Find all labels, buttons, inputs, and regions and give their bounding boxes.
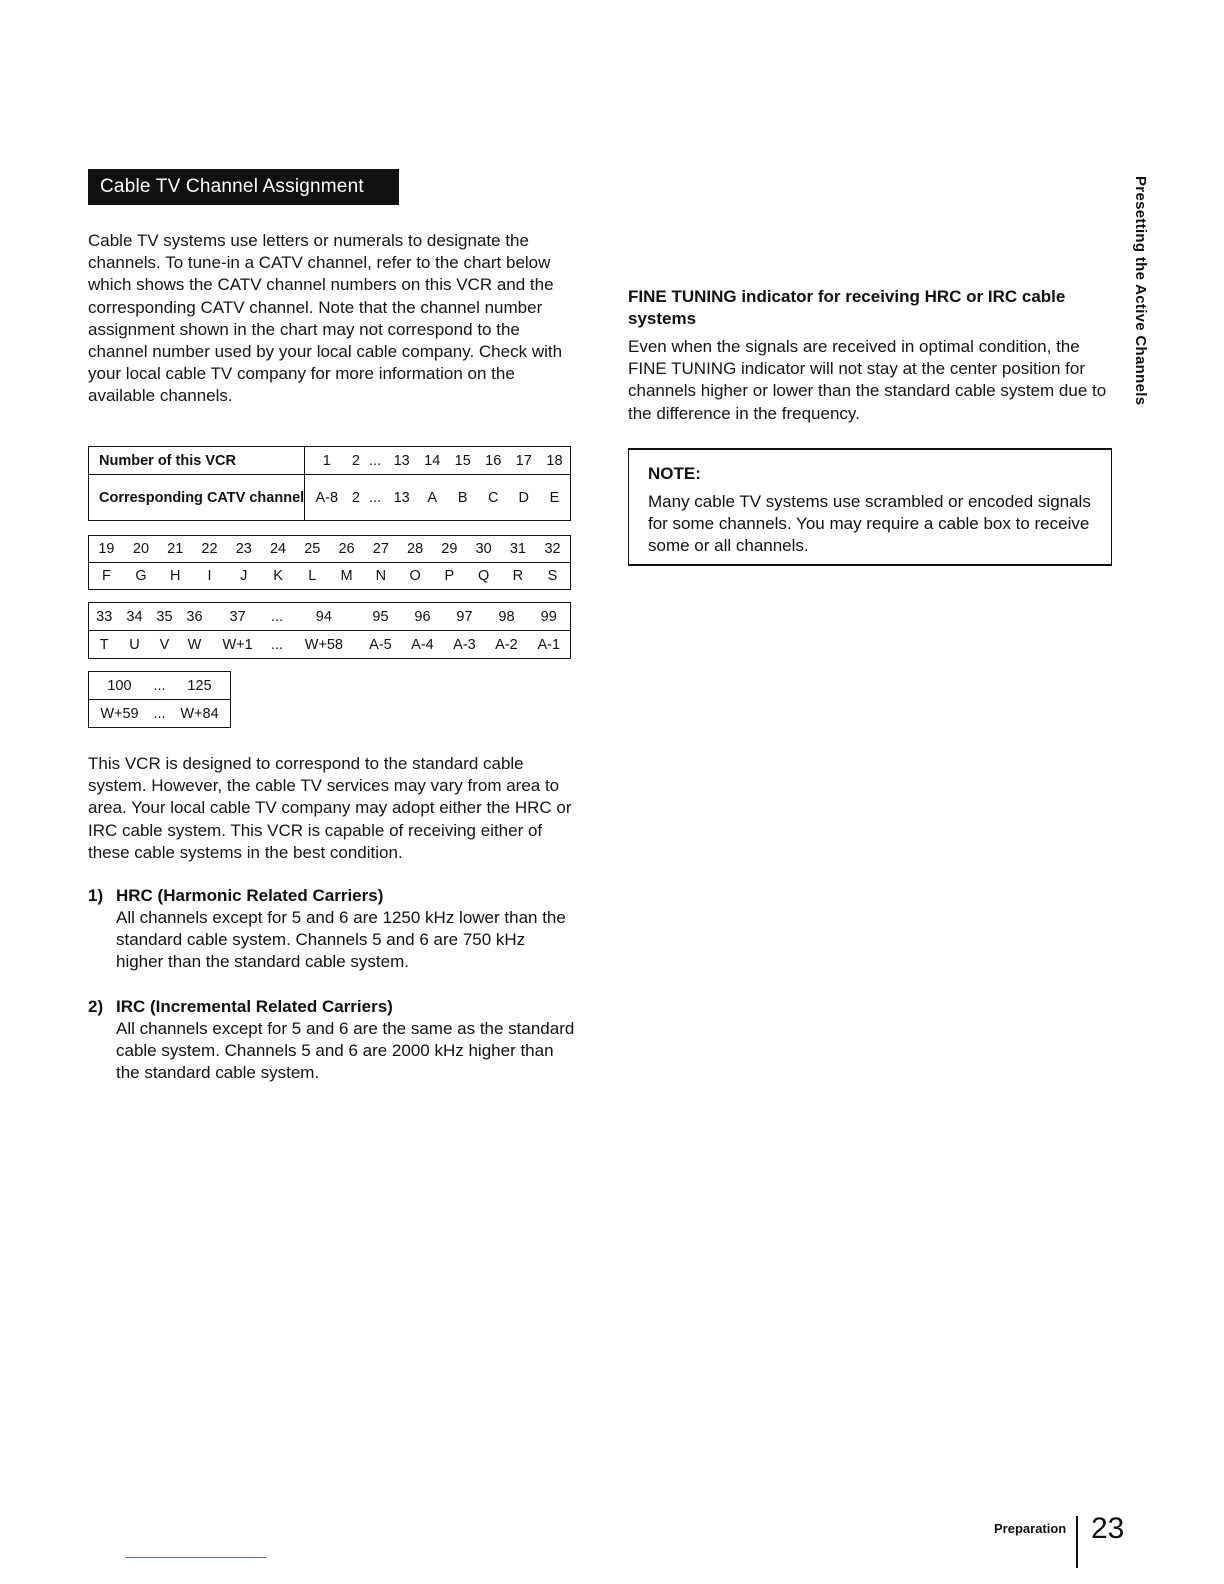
catv-cell: U: [129, 636, 140, 653]
vcr-cell: 26: [329, 536, 363, 563]
catv-cell: F: [101, 568, 111, 584]
vcr-cell: 33: [89, 603, 120, 631]
vcr-cell: 14: [417, 447, 448, 475]
row-header-catv: Corresponding CATV channel: [89, 475, 305, 521]
catv-cell: V: [159, 636, 170, 653]
catv-cell: P: [444, 568, 455, 584]
note-body: Many cable TV systems use scrambled or encoded signals for some channels. You may require a cable box to receive some or all channels.: [648, 492, 1091, 556]
vcr-cell: 27: [364, 536, 398, 563]
catv-channel-row: [89, 700, 231, 728]
vcr-cell: 1: [305, 447, 349, 475]
vcr-cell: 30: [466, 536, 500, 563]
catv-cell: 13: [393, 489, 410, 506]
vcr-cell: ...: [150, 672, 169, 700]
catv-cell: I: [207, 568, 212, 584]
vcr-cell: 100: [89, 672, 150, 700]
catv-cell: D: [518, 489, 529, 506]
channel-table-1: [88, 446, 571, 521]
catv-cell: A-8: [315, 489, 339, 506]
catv-cell: K: [273, 568, 283, 584]
catv-cell: J: [240, 568, 248, 584]
side-tab: [1131, 176, 1149, 426]
catv-cell: ...: [270, 636, 284, 653]
list-item-hrc: [88, 885, 578, 980]
vcr-cell: 19: [89, 536, 124, 563]
item-body: All channels except for 5 and 6 are the same as the standard cable system. Channels 5 and 6 are 2000 kHz higher than the standard cable system.: [116, 1019, 575, 1083]
vcr-number-row: [89, 672, 231, 700]
vcr-cell: ...: [266, 603, 289, 631]
list-item-irc: [88, 996, 578, 1091]
footer-divider: [1076, 1516, 1078, 1568]
catv-cell: A-2: [495, 636, 518, 653]
catv-cell: T: [99, 636, 109, 653]
fine-tuning-body: Even when the signals are received in optimal condition, the FINE TUNING indicator will not stay at the center position for channels higher or lower than the standard cable system due to the difference in the frequency.: [628, 337, 1107, 423]
vcr-number-row: [89, 603, 571, 631]
vcr-cell: 32: [535, 536, 570, 563]
vcr-cell: 13: [386, 447, 417, 475]
vcr-cell: 21: [158, 536, 192, 563]
channel-table-3: [88, 602, 571, 659]
catv-cell: N: [375, 568, 387, 584]
vcr-cell: 99: [527, 603, 570, 631]
catv-cell: W+84: [180, 705, 219, 722]
vcr-cell: 95: [359, 603, 401, 631]
fine-tuning-heading: FINE TUNING indicator for receiving HRC or IRC cable systems: [628, 287, 1066, 329]
vcr-cell: 31: [501, 536, 535, 563]
vcr-number-row: [89, 447, 571, 475]
catv-channel-row: [89, 631, 571, 659]
vcr-cell: 98: [485, 603, 527, 631]
note-title: NOTE:: [648, 464, 701, 483]
page-number: 23: [1091, 1512, 1125, 1545]
vcr-cell: 25: [295, 536, 329, 563]
footer-section-label: Preparation: [994, 1521, 1067, 1536]
item-number: 2): [88, 997, 104, 1016]
catv-cell: Q: [477, 568, 490, 584]
vcr-cell: 96: [401, 603, 443, 631]
vcr-cell: 18: [539, 447, 571, 475]
catv-cell: E: [549, 489, 560, 506]
catv-cell: R: [512, 568, 524, 584]
vcr-cell: 2: [348, 447, 363, 475]
vcr-cell: ...: [364, 447, 387, 475]
vcr-cell: 17: [508, 447, 539, 475]
vcr-cell: 36: [179, 603, 209, 631]
note-box: [628, 448, 1112, 566]
catv-cell: G: [135, 568, 147, 584]
catv-cell: ...: [153, 705, 166, 722]
side-tab-label: Presetting the Active Channels: [1132, 176, 1149, 406]
vcr-cell: 34: [119, 603, 149, 631]
catv-cell: A-3: [453, 636, 476, 653]
channel-table-2: [88, 535, 571, 590]
vcr-cell: 22: [192, 536, 226, 563]
catv-cell: O: [409, 568, 421, 584]
vcr-cell: 20: [124, 536, 158, 563]
catv-channel-row: [89, 475, 571, 521]
catv-cell: 2: [351, 489, 360, 506]
row-header-vcr: Number of this VCR: [89, 447, 305, 475]
vcr-cell: 28: [398, 536, 432, 563]
catv-cell: A-1: [537, 636, 561, 653]
catv-cell: W: [187, 636, 202, 653]
vcr-cell: 125: [169, 672, 230, 700]
catv-cell: A: [427, 489, 438, 506]
item-title: HRC (Harmonic Related Carriers): [116, 886, 384, 905]
vcr-cell: 37: [210, 603, 266, 631]
catv-cell: C: [487, 489, 499, 506]
catv-cell: A-4: [411, 636, 434, 653]
vcr-cell: 35: [149, 603, 179, 631]
catv-cell: B: [457, 489, 468, 506]
vcr-cell: 24: [261, 536, 295, 563]
vcr-cell: 29: [432, 536, 466, 563]
system-paragraph: This VCR is designed to correspond to the standard cable system. However, the cable TV services may vary from area to area. Your local cable TV company may adopt either the HRC or IRC cable system. This VCR is capable of receiving either of these cable systems in the best condition.: [88, 754, 572, 862]
catv-cell: W+1: [222, 636, 253, 653]
item-title: IRC (Incremental Related Carriers): [116, 997, 393, 1016]
vcr-cell: 16: [478, 447, 509, 475]
catv-cell: A-5: [369, 636, 392, 653]
catv-cell: ...: [368, 489, 382, 506]
catv-cell: S: [547, 568, 558, 584]
item-number: 1): [88, 886, 104, 905]
vcr-number-row: [89, 536, 571, 563]
catv-cell: W+58: [304, 636, 343, 653]
vcr-cell: 94: [288, 603, 359, 631]
catv-cell: M: [340, 568, 353, 584]
vcr-cell: 23: [227, 536, 261, 563]
vcr-cell: 15: [447, 447, 478, 475]
catv-cell: H: [169, 568, 181, 584]
section-heading: Cable TV Channel Assignment: [88, 169, 399, 205]
channel-table-4: [88, 671, 231, 728]
intro-paragraph: Cable TV systems use letters or numerals to designate the channels. To tune-in a CATV channel, refer to the chart below which shows the CATV channel numbers on this VCR and the corresponding CATV channel. Note that the channel number assignment shown in the chart may not correspond to the channel number used by your local cable company. Check with your local cable TV company for more information on the available channels.: [88, 231, 563, 406]
catv-channel-row: [89, 563, 571, 590]
vcr-cell: 97: [443, 603, 485, 631]
catv-cell: L: [308, 568, 317, 584]
item-body: All channels except for 5 and 6 are 1250 kHz lower than the standard cable system. Channels 5 and 6 are 750 kHz higher than the standard cable system.: [116, 908, 566, 972]
corner-divider: [126, 1557, 266, 1558]
catv-cell: W+59: [100, 705, 139, 722]
